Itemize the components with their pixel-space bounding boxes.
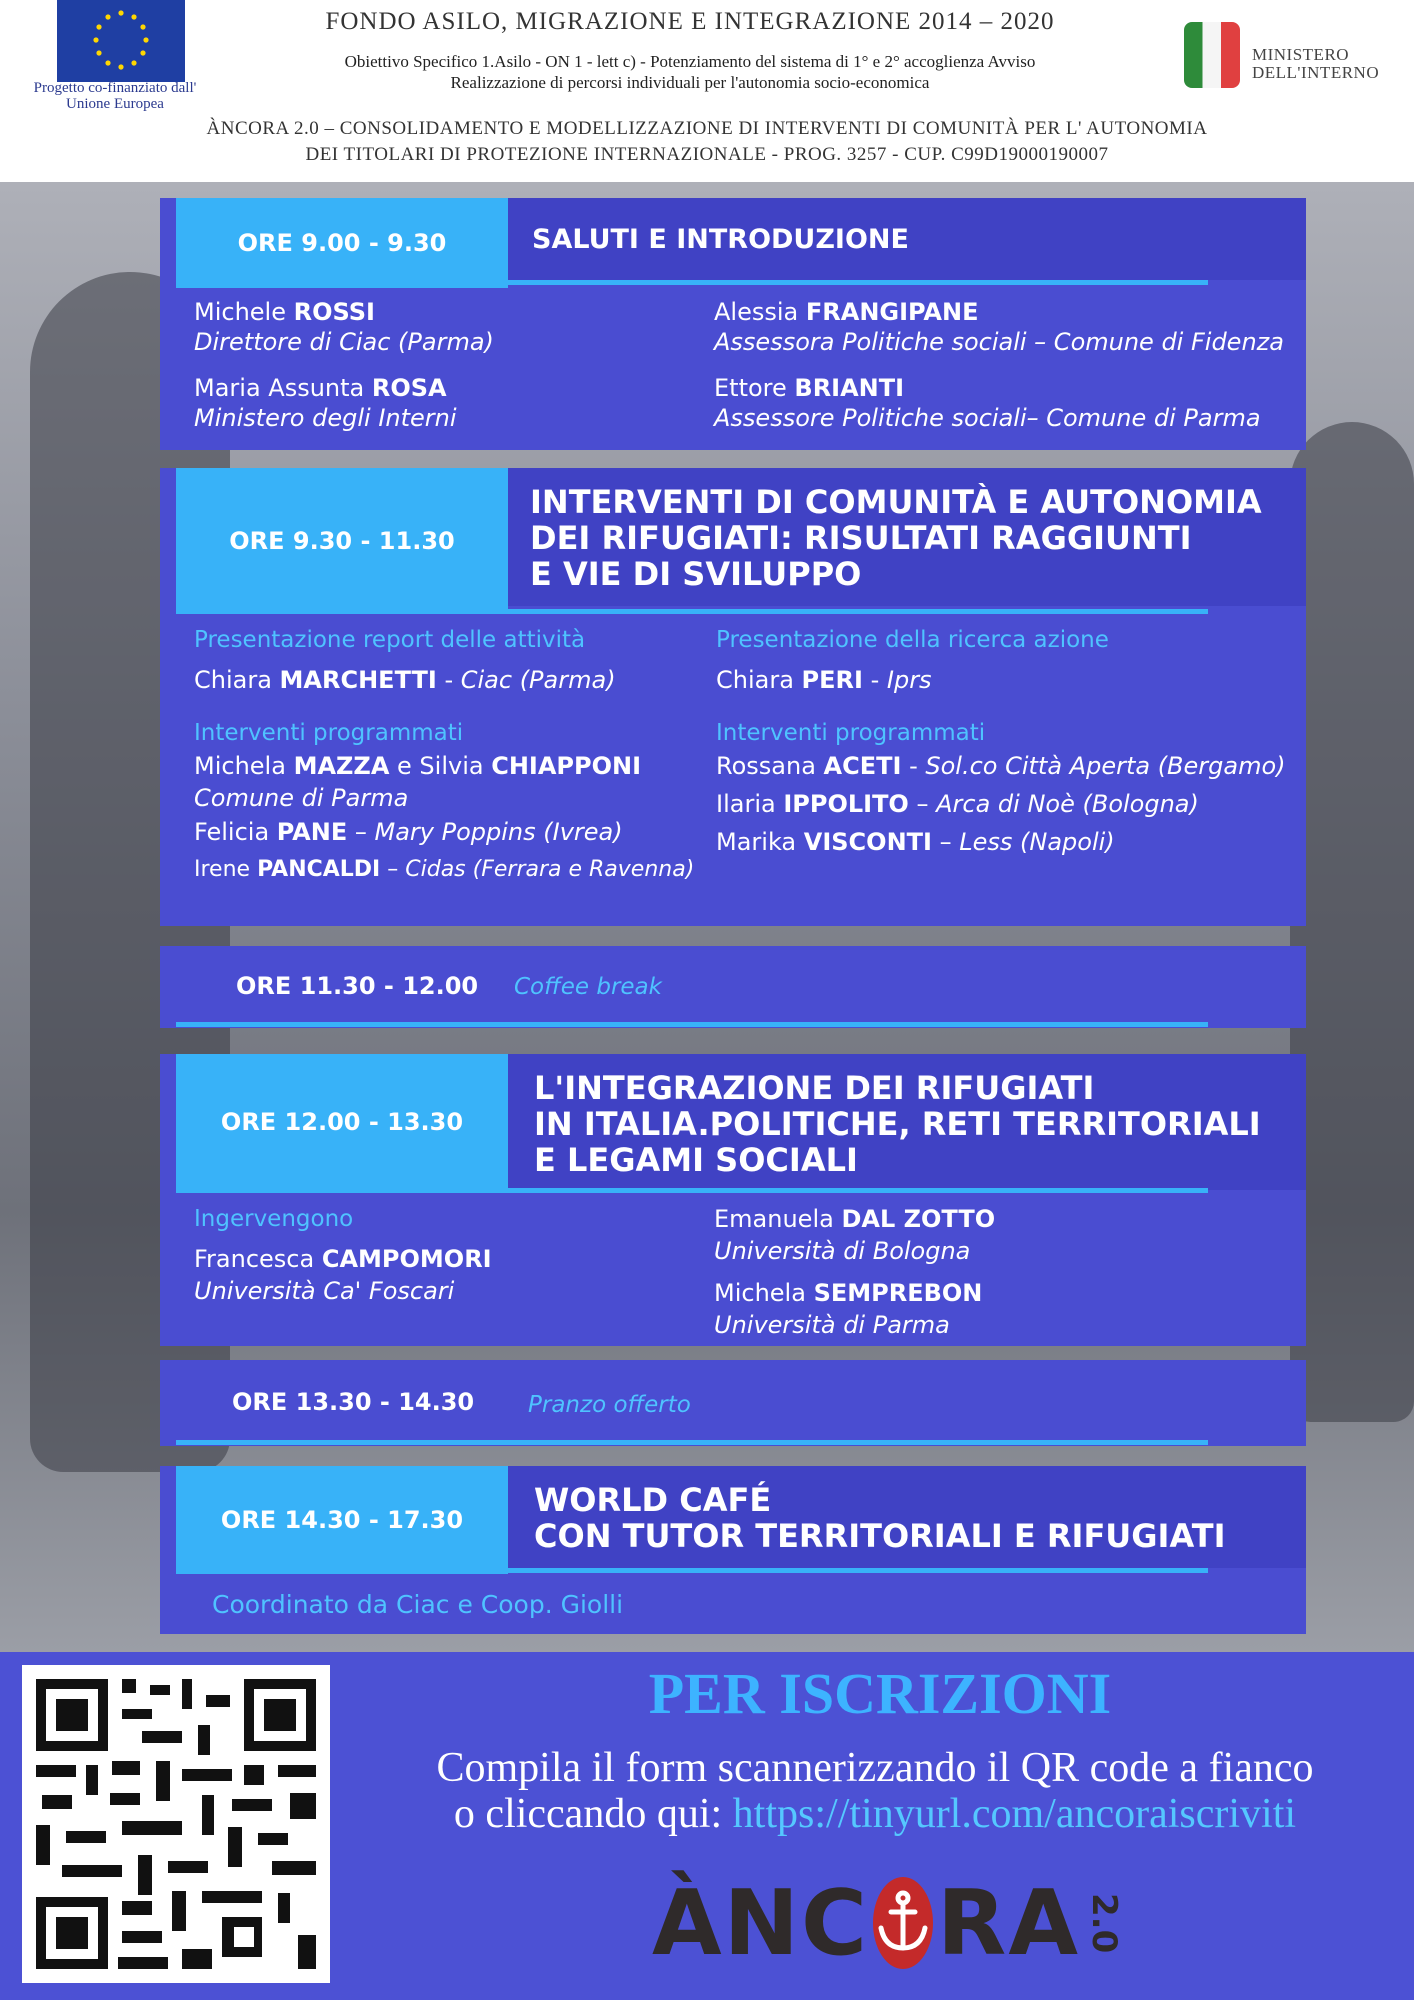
speaker-role: Assessore Politiche sociali– Comune di Parma: [714, 404, 1261, 432]
background-person: [1290, 422, 1414, 1422]
subsection-label: Interventi programmati: [716, 720, 986, 746]
header: [0, 0, 1414, 182]
registration-title: PER ISCRIZIONI: [648, 1661, 1112, 1726]
speaker: Maria Assunta ROSA: [194, 374, 447, 402]
speaker: Rossana ACETI - Sol.co Città Aperta (Bergamo): [716, 752, 1286, 780]
speaker: Ilaria IPPOLITO – Arca di Noè (Bologna): [716, 790, 1199, 818]
section-underline: [176, 609, 1208, 614]
italy-flag-logo: [1184, 22, 1240, 88]
ancora-logo: [652, 1868, 1124, 1978]
speaker-role: Comune di Parma: [194, 784, 409, 812]
registration-link[interactable]: https://tinyurl.com/ancoraiscriviti: [732, 1791, 1297, 1837]
speaker: Felicia PANE – Mary Poppins (Ivrea): [194, 818, 623, 846]
subsection-label: Presentazione della ricerca azione: [716, 627, 1109, 653]
logo-text-left: ÀNC: [652, 1870, 870, 1976]
logo-text-right: RA: [937, 1870, 1080, 1976]
speaker: Marika VISCONTI – Less (Napoli): [716, 828, 1115, 856]
subsection-label: Presentazione report delle attività: [194, 627, 586, 653]
speaker-role: Università di Parma: [714, 1311, 950, 1339]
break-label: Coffee break: [514, 974, 662, 1000]
speaker-role: Università Ca' Foscari: [194, 1277, 455, 1305]
eu-caption: Progetto co-finanziato dall' Unione Europea: [33, 80, 197, 112]
section-title: L'INTEGRAZIONE DEI RIFUGIATI IN ITALIA.POLITICHE, RETI TERRITORIALI E LEGAMI SOCIALI: [534, 1069, 1261, 1179]
registration-link-prefix: o cliccando qui:: [453, 1791, 733, 1837]
registration-link-line: [360, 1790, 1390, 1838]
section-title: INTERVENTI DI COMUNITÀ E AUTONOMIA DEI RIFUGIATI: RISULTATI RAGGIUNTI E VIE DI SVILUPPO: [530, 483, 1262, 593]
header-objective: Obiettivo Specifico 1.Asilo - ON 1 - lett c) - Potenziamento del sistema di 1° e 2° accoglienza Avviso: [344, 52, 1036, 71]
section-title: SALUTI E INTRODUZIONE: [532, 224, 909, 255]
speaker: Michela MAZZA e Silvia CHIAPPONI: [194, 752, 642, 780]
time-slot: ORE 11.30 - 12.00: [236, 972, 479, 1000]
time-slot: ORE 13.30 - 14.30: [232, 1388, 475, 1416]
section-underline: [176, 1440, 1208, 1445]
speaker: Emanuela DAL ZOTTO: [714, 1205, 996, 1233]
speaker: Ettore BRIANTI: [714, 374, 905, 402]
section-title: WORLD CAFÉ CON TUTOR TERRITORIALI E RIFUGIATI: [534, 1481, 1226, 1555]
speaker-role: Assessora Politiche sociali – Comune di Fidenza: [714, 328, 1284, 356]
time-slot: ORE 12.00 - 13.30: [176, 1054, 508, 1190]
speaker: Michela SEMPREBON: [714, 1279, 983, 1307]
registration-text: Compila il form scannerizzando il QR code a fianco: [436, 1745, 1314, 1791]
section-underline: [176, 280, 1208, 285]
speaker: Chiara PERI - Iprs: [716, 666, 932, 694]
speaker: Irene PANCALDI – Cidas (Ferrara e Ravenna): [194, 857, 695, 882]
time-slot: ORE 14.30 - 17.30: [176, 1466, 508, 1574]
subsection-label: Interventi programmati: [194, 720, 464, 746]
time-slot: ORE 9.00 - 9.30: [176, 198, 508, 288]
header-title: FONDO ASILO, MIGRAZIONE E INTEGRAZIONE 2014 – 2020: [325, 8, 1055, 35]
header-subtitle: Realizzazione di percorsi individuali per l'autonomia socio-economica: [450, 73, 930, 92]
section-underline: [176, 1188, 1208, 1193]
anchor-icon: [873, 1877, 933, 1969]
eu-flag-logo: [57, 0, 185, 82]
header-project-line2: DEI TITOLARI DI PROTEZIONE INTERNAZIONALE - PROG. 3257 - CUP. C99D19000190007: [305, 144, 1109, 165]
subsection-label: Ingervengono: [194, 1206, 354, 1232]
section-underline: [176, 1568, 1208, 1573]
section-note: Coordinato da Ciac e Coop. Giolli: [212, 1590, 624, 1619]
speaker: Alessia FRANGIPANE: [714, 298, 979, 326]
speaker: Chiara MARCHETTI - Ciac (Parma): [194, 666, 616, 694]
time-slot: ORE 9.30 - 11.30: [176, 468, 508, 614]
speaker-role: Direttore di Ciac (Parma): [194, 328, 494, 356]
speaker: Francesca CAMPOMORI: [194, 1245, 492, 1273]
header-project-line1: ÀNCORA 2.0 – CONSOLIDAMENTO E MODELLIZZAZIONE DI INTERVENTI DI COMUNITÀ PER L' AUTONOMIA: [206, 118, 1208, 139]
speaker-role: Ministero degli Interni: [194, 404, 457, 432]
qr-code[interactable]: [22, 1665, 330, 1983]
logo-version: 2.0: [1084, 1892, 1124, 1954]
section-underline: [176, 1022, 1208, 1027]
ministero-logo-text: MINISTERO DELL'INTERNO: [1252, 45, 1380, 82]
speaker-role: Università di Bologna: [714, 1237, 971, 1265]
break-label: Pranzo offerto: [528, 1392, 691, 1418]
speaker: Michele ROSSI: [194, 298, 375, 326]
